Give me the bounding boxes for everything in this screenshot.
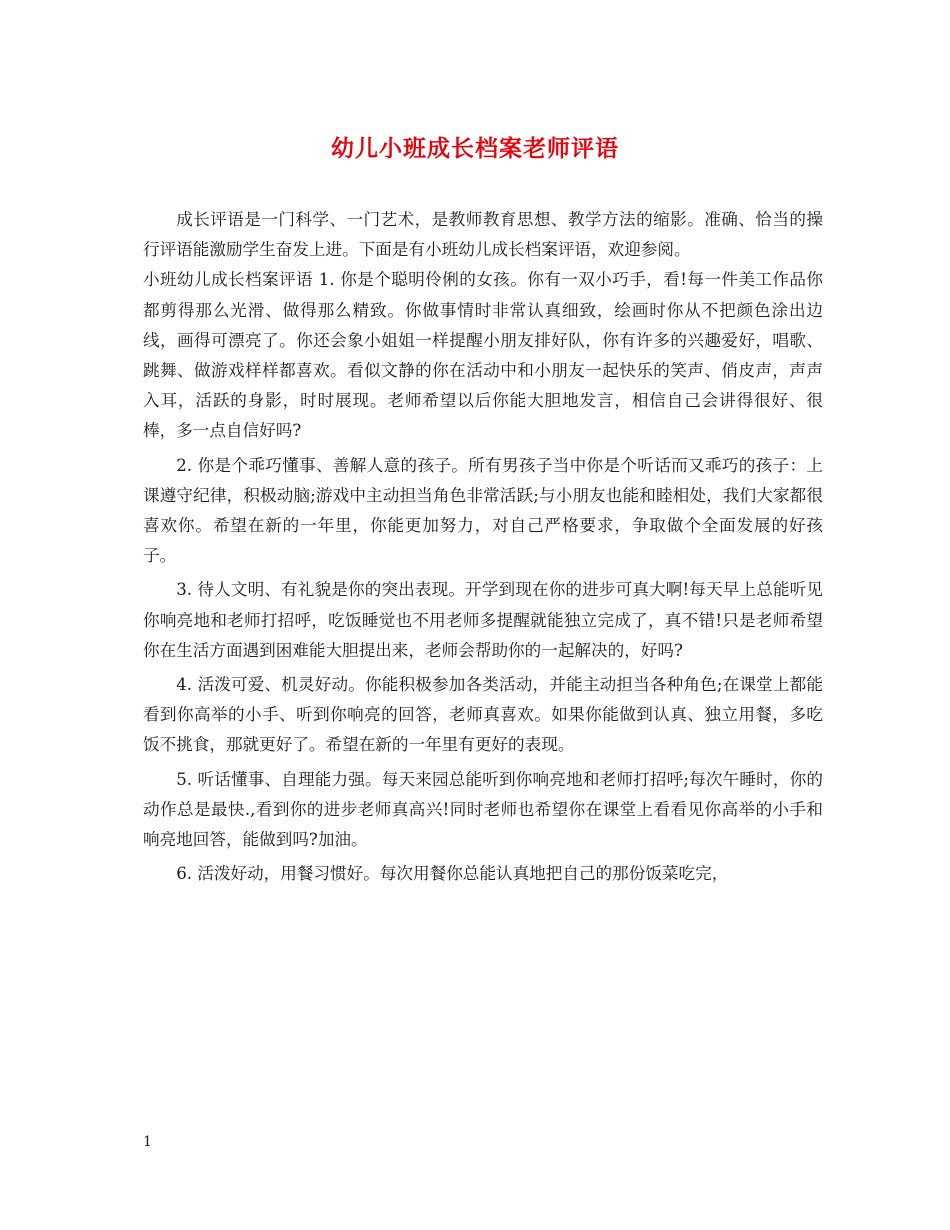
document-body <box>143 205 823 889</box>
intro-paragraph: 成长评语是一门科学、一门艺术，是教师教育思想、教学方法的缩影。准确、恰当的操行评语能激励学生奋发上进。下面是有小班幼儿成长档案评语，欢迎参阅。 <box>143 210 823 260</box>
item-paragraph-1 <box>143 265 823 446</box>
item-paragraph-4: 4. 活泼可爱、机灵好动。你能积极参加各类活动，并能主动担当各种角色;在课堂上都能看到你高举的小手、听到你响亮的回答，老师真喜欢。如果你能做到认真、独立用餐，多吃饭不挑食，那就更好了。希望在新的一年里有更好的表现。 <box>143 675 823 755</box>
item-paragraph-2: 2. 你是个乖巧懂事、善解人意的孩子。所有男孩子当中你是个听话而又乖巧的孩子：上课遵守纪律，积极动脑;游戏中主动担当角色非常活跃;与小朋友也能和睦相处，我们大家都很喜欢你。希望在新的一年里，你能更加努力，对自己严格要求，争取做个全面发展的好孩子。 <box>143 455 823 566</box>
item-paragraph-5: 5. 听话懂事、自理能力强。每天来园总能听到你响亮地和老师打招呼;每次午睡时，你的动作总是最快.,看到你的进步老师真高兴!同时老师也希望你在课堂上看看见你高举的小手和响亮地回答，能做到吗?加油。 <box>143 769 823 850</box>
page-number: 1 <box>143 1134 152 1150</box>
page-title: 幼儿小班成长档案老师评语 <box>331 136 619 162</box>
item-1-text: 1. 你是个聪明伶俐的女孩。你有一双小巧手，看!每一件美工作品你都剪得那么光滑、做得那么精致。你做事情时非常认真细致，绘画时你从不把颜色涂出边线，画得可漂亮了。你还会象小姐姐一样提醒小朋友排好队，你有许多的兴趣爱好，唱歌、跳舞、做游戏样样都喜欢。看似文静的你在活动中和小朋友一起快乐的笑声、俏皮声，声声入耳，活跃的身影，时时展现。老师希望以后你能大胆地发言，相信自己会讲得很好、很棒，多一点自信好吗? <box>143 270 823 441</box>
item-paragraph-6: 6. 活泼好动，用餐习惯好。每次用餐你总能认真地把自己的那份饭菜吃完， <box>176 864 729 884</box>
item-paragraph-3: 3. 待人文明、有礼貌是你的突出表现。开学到现在你的进步可真大啊!每天早上总能听见你响亮地和老师打招呼，吃饭睡觉也不用老师多提醒就能独立完成了，真不错!只是老师希望你在生活方面遇到困难能大胆提出来，老师会帮助你的一起解决的，好吗? <box>143 580 823 660</box>
section-label: 小班幼儿成长档案评语 <box>143 270 314 290</box>
